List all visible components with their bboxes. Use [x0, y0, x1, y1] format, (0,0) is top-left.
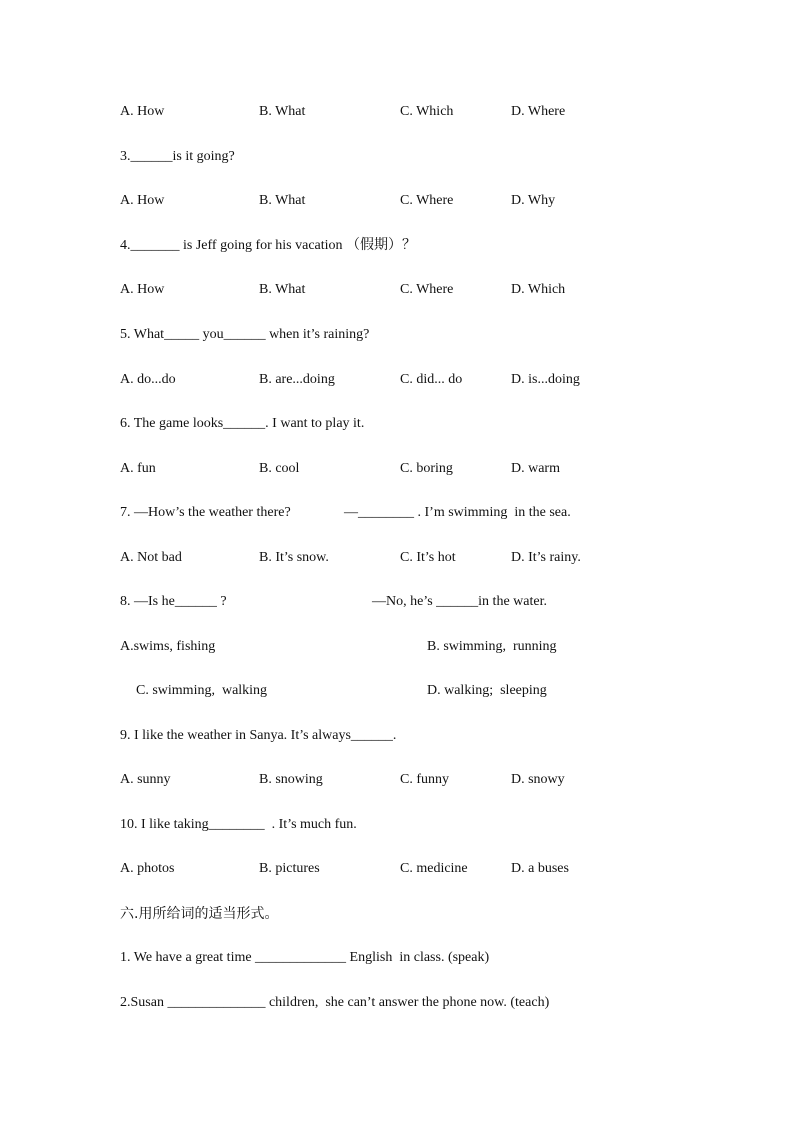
question-text [120, 591, 680, 613]
answer-options [120, 680, 680, 702]
answer-option: C. did... do [400, 372, 463, 387]
answer-option: D. is...doing [511, 372, 580, 387]
section-heading: 六.用所给词的适当形式。 [120, 906, 279, 922]
answer-option: D. Which [511, 282, 566, 297]
answer-option: B. What [259, 282, 306, 297]
answer-option: B. are...doing [259, 372, 335, 387]
answer-option: B. cool [259, 461, 300, 476]
answer-options [120, 190, 680, 212]
answer-option: A. How [120, 193, 165, 208]
answer-option: A. How [120, 282, 165, 297]
answer-option: A. photos [120, 861, 175, 876]
answer-option: B. pictures [259, 861, 320, 876]
answer-option: C. Where [400, 282, 454, 297]
answer-option: D. a buses [511, 861, 569, 876]
answer-option: A. fun [120, 461, 156, 476]
answer-option: B. What [259, 104, 306, 119]
question-text: 10. I like taking________ . It’s much fun. [120, 817, 357, 832]
question-text: 6. The game looks______. I want to play it. [120, 416, 365, 431]
answer-option: A.swims, fishing [120, 639, 216, 654]
answer-options [120, 547, 680, 569]
question-text: 1. We have a great time _____________ English in class. (speak) [120, 950, 490, 965]
answer-options [120, 858, 680, 880]
answer-options [120, 101, 680, 123]
answer-option: C. Where [400, 193, 454, 208]
answer-option: B. swimming, running [427, 639, 557, 654]
answer-option: A. sunny [120, 772, 171, 787]
answer-option: A. How [120, 104, 165, 119]
answer-options [120, 636, 680, 658]
question-text: 5. What_____ you______ when it’s raining? [120, 327, 370, 342]
answer-option: D. Where [511, 104, 566, 119]
answer-option: B. What [259, 193, 306, 208]
answer-option: B. snowing [259, 772, 323, 787]
answer-option: C. medicine [400, 861, 468, 876]
answer-option: C. boring [400, 461, 453, 476]
answer-option: A. do...do [120, 372, 176, 387]
answer-options [120, 279, 680, 301]
answer-option: C. funny [400, 772, 449, 787]
answer-option: B. It’s snow. [259, 550, 329, 565]
answer-option: D. snowy [511, 772, 565, 787]
answer-option: C. swimming, walking [136, 683, 268, 698]
answer-option: D. It’s rainy. [511, 550, 581, 565]
question-part: —No, he’s ______in the water. [372, 594, 547, 609]
answer-option: C. Which [400, 104, 454, 119]
answer-option: D. Why [511, 193, 556, 208]
answer-option: D. walking; sleeping [427, 683, 547, 698]
answer-options [120, 769, 680, 791]
question-text: 4._______ is Jeff going for his vacation （假期）？ [120, 238, 417, 253]
question-text: 9. I like the weather in Sanya. It’s always______. [120, 728, 397, 743]
question-part: —________ . I’m swimming in the sea. [344, 505, 571, 520]
question-part: 7. —How’s the weather there? [120, 505, 291, 520]
question-part: 8. —Is he______ ? [120, 594, 227, 609]
question-text [120, 502, 680, 524]
answer-option: A. Not bad [120, 550, 182, 565]
answer-option: D. warm [511, 461, 560, 476]
question-text: 3.______is it going? [120, 149, 235, 164]
answer-options [120, 458, 680, 480]
answer-options [120, 369, 680, 391]
answer-option: C. It’s hot [400, 550, 456, 565]
question-text: 2.Susan ______________ children, she can’t answer the phone now. (teach) [120, 995, 550, 1010]
